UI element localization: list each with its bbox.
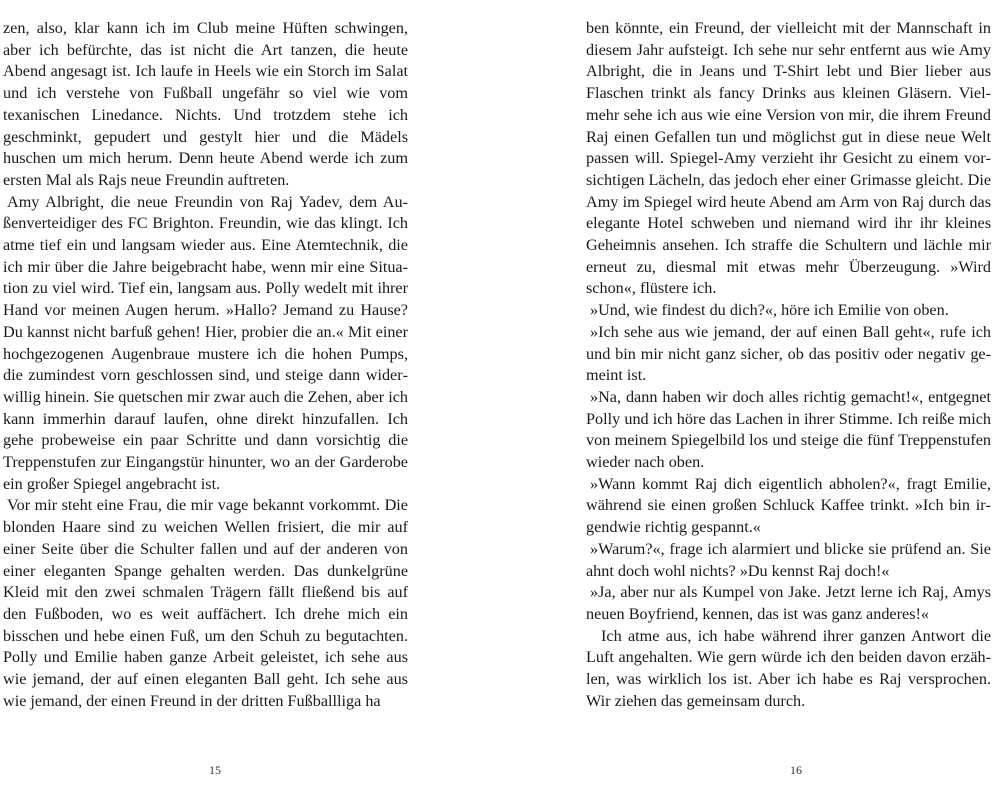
paragraph: Amy Albright, die neue Freundin von Raj Yadev, dem Außenverteidiger des FC Brighton. Freundin, wie das klingt. Ich atme tief ein und langsam wieder aus. Eine Atemtechnik, die ich mir über die Jahre beigebracht habe, wenn mir eine Situation zu viel wird. Tief ein, langsam aus. Polly wedelt mit ihrer Hand vor meinen Augen herum. »Hallo? Jemand zu Hause? Du kannst nicht barfuß gehen! Hier, probier die an.« Mit einer hochgezogenen Augenbraue mustere ich die hohen Pumps, die zumindest vorn geschlossen sind, und steige dann widerwillig hinein. Sie quetschen mir zwar auch die Zehen, aber ich kann immerhin darauf laufen, ohne direkt hinzufallen. Ich gehe probeweise ein paar Schritte und dann vorsichtig die Treppenstufen zur Eingangstür hinunter, wo an der Garderobe ein großer Spiegel angebracht ist. — [3, 192, 408, 493]
paragraph: ben könnte, ein Freund, der vielleicht mit der Mannschaft in diesem Jahr aufsteigt. Ich sehe nur sehr entfernt aus wie Amy Albright, die in Jeans und T-Shirt lebt und Bier lieber aus Flaschen trinkt als fancy Drinks aus kleinen Gläsern. Vielmehr sehe ich aus wie eine Version von mir, die ihrem Freund Raj einen Gefallen tun und möglichst gut in diese neue Welt passen will. Spiegel-Amy verzieht ihr Gesicht zu einem vorsichtigen Lächeln, das jedoch eher einer Grimasse gleicht. Die Amy im Spiegel wird heute Abend am Arm von Raj durch das elegante Hotel schweben und niemand wird ihr ihr kleines Geheimnis ansehen. Ich straffe die Schultern und lächle mir erneut zu, diesmal mit etwas mehr Überzeugung. »Wird schon«, flüstere ich. — [586, 19, 991, 298]
right-page — [586, 18, 991, 718]
paragraph: zen, also, klar kann ich im Club meine Hüften schwingen, aber ich befürchte, das ist nicht die Art tanzen, die heute Abend angesagt ist. Ich laufe in Heels wie ein Storch im Salat und ich verstehe von Fußball ungefähr so viel wie vom texanischen Linedance. Nichts. Und trotzdem stehe ich geschminkt, gepudert und gestylt hier und die Mädels huschen um mich herum. Denn heute Abend werde ich zum ersten Mal als Rajs neue Freundin auftreten. — [3, 19, 408, 189]
paragraph: Ich atme aus, ich habe während ihrer ganzen Antwort die Luft angehalten. Wie gern würde ich den beiden davon erzählen, was wirklich los ist. Aber ich habe es Raj versprochen. Wir ziehen das gemeinsam durch. — [586, 626, 991, 710]
paragraph: »Ich sehe aus wie jemand, der auf einen Ball geht«, rufe ich und bin mir nicht ganz sicher, ob das positiv oder negativ gemeint ist. — [586, 322, 991, 385]
page-number-right: 16 — [790, 763, 802, 777]
paragraph: »Und, wie findest du dich?«, höre ich Emilie von oben. — [590, 301, 949, 320]
paragraph: »Warum?«, frage ich alarmiert und blicke sie prüfend an. Sie ahnt doch wohl nichts? »Du kennst Raj doch!« — [586, 539, 991, 580]
right-page-text — [586, 18, 991, 713]
left-page-text — [3, 18, 408, 713]
paragraph: »Ja, aber nur als Kumpel von Jake. Jetzt lerne ich Raj, Amys neuen Boyfriend, kennen, das ist was ganz anderes!« — [586, 583, 991, 623]
page-number-left: 15 — [209, 763, 221, 777]
paragraph: »Wann kommt Raj dich eigentlich abholen?«, fragt Emilie, während sie einen großen Schluck Kaffee trinkt. »Ich bin irgendwie richtig gespannt.« — [586, 474, 991, 537]
paragraph: Vor mir steht eine Frau, die mir vage bekannt vorkommt. Die blonden Haare sind zu weichen Wellen frisiert, die mir auf einer Seite über die Schulter fallen und auf der anderen von einer eleganten Spange gehalten werden. Das dunkelgrüne Kleid mit den zwei schmalen Trägern fällt fließend bis auf den Fußboden, wo es weit auffächert. Ich drehe mich ein bisschen und hebe einen Fuß, um den Schuh zu begutachten. Polly und Emilie haben ganze Arbeit geleistet, ich sehe aus wie jemand, der auf einen eleganten Ball geht. Ich sehe aus wie jemand, der einen Freund in der dritten Fußballliga ha — [3, 496, 408, 710]
paragraph: »Na, dann haben wir doch alles richtig gemacht!«, entgegnet Polly und ich höre das Lachen in ihrer Stimme. Ich reiße mich von meinem Spiegelbild los und steige die fünf Treppenstufen wieder nach oben. — [586, 387, 991, 472]
left-page — [3, 18, 408, 718]
